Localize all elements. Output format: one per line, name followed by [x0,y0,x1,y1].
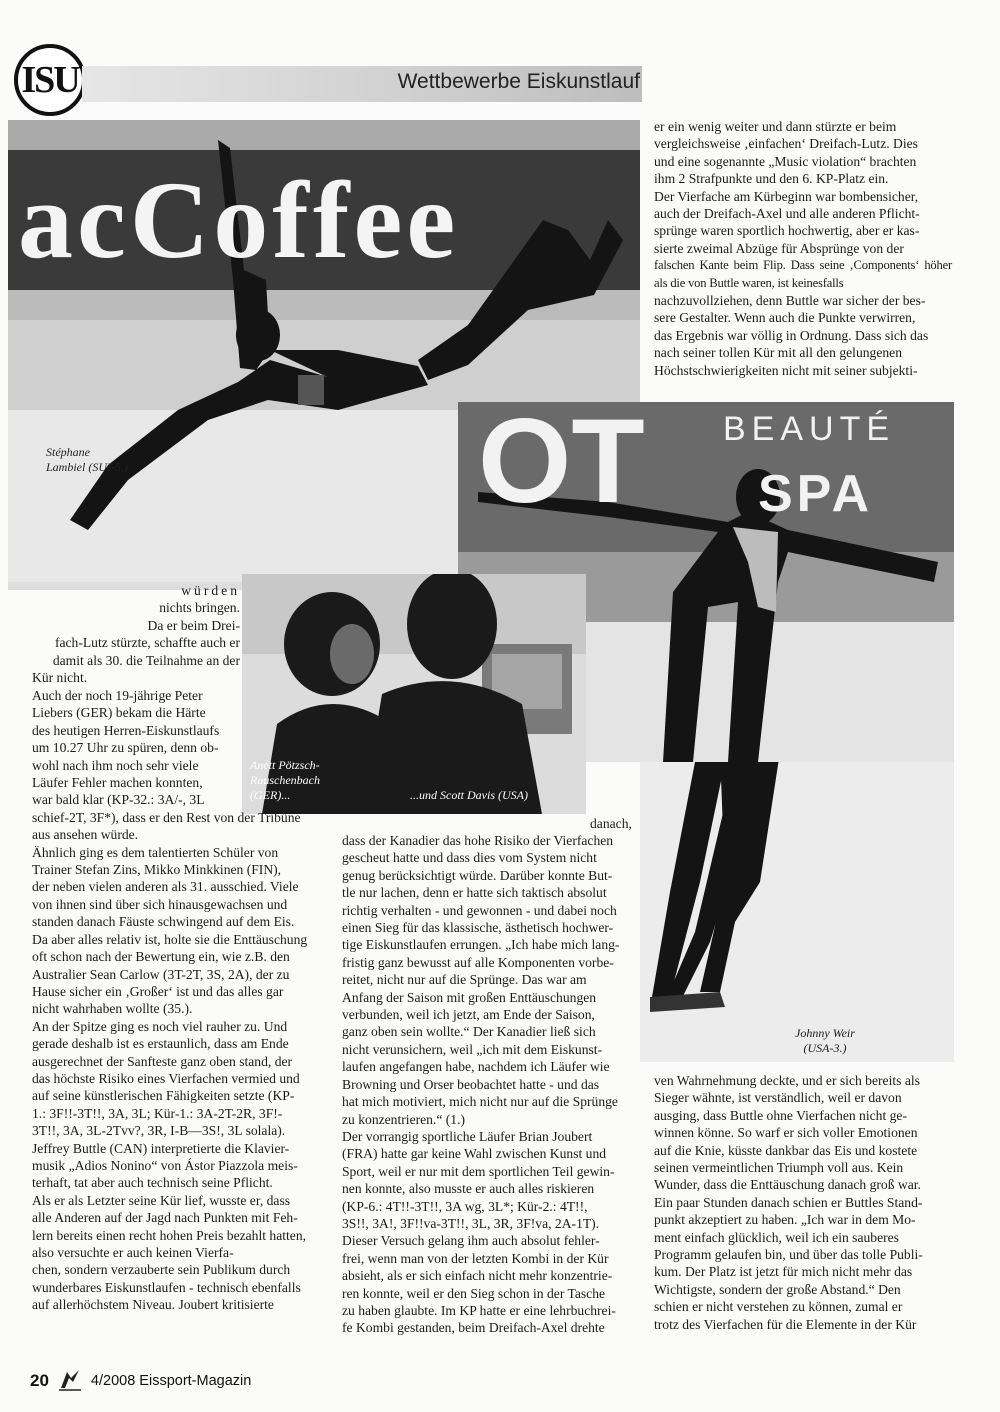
caption-lambiel: Stéphane Lambiel (SUI-5.) [46,445,128,474]
danach-fragment: danach, [590,816,632,831]
issue-label: 4/2008 Eissport-Magazin [90,1373,252,1389]
footer [30,1366,251,1396]
column-bottom-right: ven Wahrnehmung deckte, und er sich bereits als Sieger wähnte, ist verständlich, weil er davon ausging, dass Buttle ohne Vierfachen nicht ge- winnen könne. So warf er sich voller Emotionen auf die Knie, küsste dankbar das Eis und kostete seinen vermeintlichen Triumph voll aus. Kein Wunder, dass die Enttäuschung danach groß war. Ein paar Stunden danach schien er Buttles Stand- punkt akzeptiert zu haben. „Ich war in dem Mo- ment einfach glücklich, weil ich ein sauberes Programm gelaufen bin, und über das tolle Publi- kum. Der Platz ist jetzt für mich nicht mehr das Wichtigste, sondern der große Abstand.“ Den schien er nicht verstehen zu können, zumal er trotz des Vierfachen für die Elemente in der Kür [654,1073,923,1332]
page-title: Wettbewerbe Eiskunstlauf [397,70,640,93]
skater-icon [57,1366,83,1396]
column-top-right: er ein wenig weiter und dann stürzte er beim vergleichsweise ‚einfachen‘ Dreifach-Lutz. Dies und eine sogenannte „Music violation“ brachten ihm 2 Strafpunkte und den 6. KP-Platz ein. Der Vierfache am Kürbeginn war bombensicher, auch der Dreifach-Axel und alle anderen Pflicht- sprünge waren sportlich hochwertig, aber er kas- sierte zweimal Abzüge für Absprünge von der falschen Kante beim Flip. Dass seine ‚Components‘ höher als die von Buttle waren, ist keinesfalls nachzuvollziehen, denn Buttle war sicher der bes- sere Gestalter. Wenn auch die Punkte verwirren, das Ergebnis war völlig in Ordnung. Dass sich das nach seiner tollen Kür mit all den gelungenen Höchstschwierigkeiten nicht mit seiner subjekti- [654,119,952,378]
photo-weir-lower [640,762,954,1062]
banner-top: BEAUTÉ [723,410,896,448]
caption-poetzsch: Anett Pötzsch- Rauschenbach (GER)... [250,758,320,802]
banner-text: acCoffee [18,159,460,281]
caption-weir: Johnny Weir (USA-3.) [795,1026,855,1055]
isu-logo: ISU [14,44,86,116]
banner-big: OT [478,402,645,528]
page-number: 20 [30,1371,49,1390]
banner-bottom: SPA [758,465,874,523]
caption-davis: ...und Scott Davis (USA) [410,788,528,802]
column-left-top: würden nichts bringen. Da er beim Drei- fach-Lutz stürzte, schaffte auch er damit als 30. die Teilnahme an der Kür nicht. [32,583,240,686]
column-left: Auch der noch 19-jährige Peter Liebers (GER) bekam die Härte des heutigen Herren-Eiskunstlaufs um 10.27 Uhr zu spüren, denn ob- wohl nach ihm noch sehr viele Läufer Fehler machen konnten, war bald klar (KP-32.: 3A/-, 3L schief-2T, 3F*), dass er den Rest von der Tribüne aus ansehen würde. Ähnlich ging es dem talentierten Schüler von Trainer Stefan Zins, Mikko Minkkinen (FIN), der neben vielen anderen als 31. ausschied. Viele von ihnen sind über sich hinausgewachsen und standen danach Fäuste schwingend auf dem Eis. Da aber alles relativ ist, holte sie die Enttäuschung oft schon nach der Bewertung ein, wie z.B. den Australier Sean Carlow (3T-2T, 3S, 2A), der zu Hause sicher ein ‚Großer‘ ist und das alles gar nicht wahrhaben wollte (35.). An der Spitze ging es noch viel rauher zu. Und gerade deshalb ist es erstaunlich, dass am Ende ausgerechnet der Sanfteste ganz oben stand, der das höchste Risiko eines Vierfachen vermied und auf seine künstlerischen Fähigkeiten setzte (KP- 1.: 3F!!-3T!!, 3A, 3L; Kür-1.: 3A-2T-2R, 3F!- 3T!!, 3A, 3L-2Tvv?, 3R, I-B—3S!, 3L solala). Jeffrey Buttle (CAN) interpretierte die Klavier- musik „Adios Nonino“ von Ástor Piazzola meis- terhaft, tat aber auch technisch seine Pflicht. Als er als Letzter seine Kür lief, wusste er, dass alle Anderen auf der Jagd nach Punkten mit Feh- lern bereits einen recht hohen Preis bezahlt hatten, also versuchte er auch keinen Vierfa- chen, sondern verzauberte sein Publikum durch wunderbares Eiskunstlaufen - technisch ebenfalls auf allerhöchstem Niveau. Joubert kritisierte [32,688,308,1313]
column-middle: dass der Kanadier das hohe Risiko der Vierfachen gescheut hatte und dass dies vom System nicht genug berücksichtigt würde. Darüber konnte But- tle nur lachen, denn er hatte sich taktisch absolut richtig verhalten - und gewonnen - und dabei noch einen Sieg für das klassische, ästhetisch hochwer- tige Eiskunstlaufen errungen. „Ich habe mich lang- fristig ganz bewusst auf alle Komponenten vorbe- reitet, nicht nur auf die Sprünge. Das war am Anfang der Saison mit großen Enttäuschungen verbunden, weil ich jetzt, am Ende der Saison, ganz oben sein wollte.“ Der Kanadier ließ sich nicht verunsichern, weil „ich mit dem Eiskunst- laufen angefangen habe, nachdem ich Läufer wie Browning und Orser beobachtet hatte - und das hat mich motiviert, mich nicht nur auf die Sprünge zu konzentrieren.“ (1.) Der vorrangig sportliche Läufer Brian Joubert (FRA) hatte gar keine Wahl zwischen Kunst und Sport, weil er nur mit dem sportlichen Teil gewin- nen konnte, also musste er auch alles riskieren (KP-6.: 4T!!-3T!!, 3A wg, 3L*; Kür-2.: 4T!!, 3S!!, 3A!, 3F!!va-3T!!, 3L, 3R, 3F!va, 2A-1T). Dieser Versuch gelang ihm auch absolut fehler- frei, wenn man von der letzten Kombi in der Kür absieht, als er sich einfach nicht mehr konzentrie- ren konnte, weil er den Sieg schon in der Tasche zu haben glaubte. Im KP hatte er eine lehrbuchrei- fe Kombi gestanden, beim Dreifach-Axel drehte [342,833,620,1336]
